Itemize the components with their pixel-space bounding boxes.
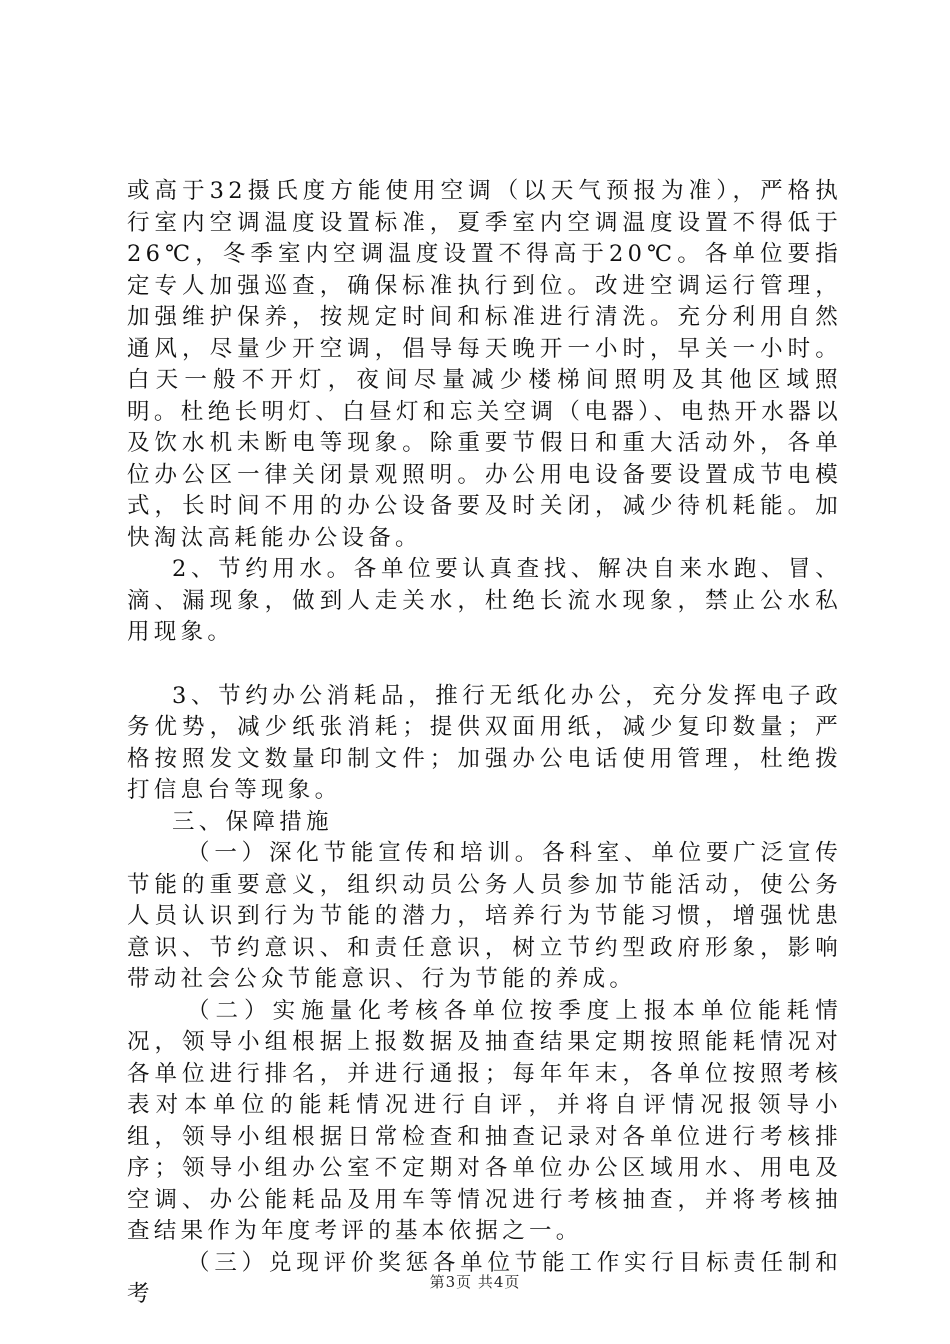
paragraph-publicity-training: （一）深化节能宣传和培训。各科室、单位要广泛宣传节能的重要意义，组织动员公务人员参加节能活动，使公务人员认识到行为节能的潜力，培养行为节能习惯，增强忧患意识、节约意识、和责任意识，树立节约型政府形象，影响带动社会公众节能意识、行为节能的养成。: [127, 840, 842, 992]
paragraph-gap: [127, 649, 842, 681]
paragraph-rewards-penalties: （三）兑现评价奖惩各单位节能工作实行目标责任制和考: [127, 1249, 842, 1307]
paragraph-quantified-assessment: （二）实施量化考核各单位按季度上报本单位能耗情况，领导小组根据上报数据及抽查结果定期按照能耗情况对各单位进行排名，并进行通报；每年年末，各单位按照考核表对本单位的能耗情况进行自评，并将自评情况报领导小组，领导小组根据日常检查和抽查记录对各单位进行考核排序；领导小组办公室不定期对各单位办公区域用水、用电及空调、办公能耗品及用车等情况进行考核抽查，并将考核抽查结果作为年度考评的基本依据之一。: [127, 997, 842, 1244]
document-body: [127, 176, 842, 1311]
paragraph-air-conditioning-rules: 或高于32摄氏度方能使用空调（以天气预报为准），严格执行室内空调温度设置标准，夏季室内空调温度设置不得低于26℃，冬季室内空调温度设置不得高于20℃。各单位要指定专人加强巡查，确保标准执行到位。改进空调运行管理，加强维护保养，按规定时间和标准进行清洗。充分利用自然通风，尽量少开空调，倡导每天晚开一小时，早关一小时。白天一般不开灯，夜间尽量减少楼梯间照明及其他区域照明。杜绝长明灯、白昼灯和忘关空调（电器）、电热开水器以及饮水机未断电等现象。除重要节假日和重大活动外，各单位办公区一律关闭景观照明。办公用电设备要设置成节电模式，长时间不用的办公设备要及时关闭，减少待机耗能。加快淘汰高耗能办公设备。: [127, 178, 842, 551]
paragraph-save-office-supplies: 3、节约办公消耗品，推行无纸化办公，充分发挥电子政务优势，减少纸张消耗；提供双面用纸，减少复印数量；严格按照发文数量印制文件；加强办公电话使用管理，杜绝拨打信息台等现象。: [127, 682, 842, 803]
page-footer: 第3页 共4页: [429, 1273, 521, 1291]
section-heading-safeguards: 三、保障措施: [172, 808, 333, 835]
paragraph-save-water: 2、节约用水。各单位要认真查找、解决自来水跑、冒、滴、漏现象，做到人走关水，杜绝长流水现象，禁止公水私用现象。: [127, 556, 842, 645]
